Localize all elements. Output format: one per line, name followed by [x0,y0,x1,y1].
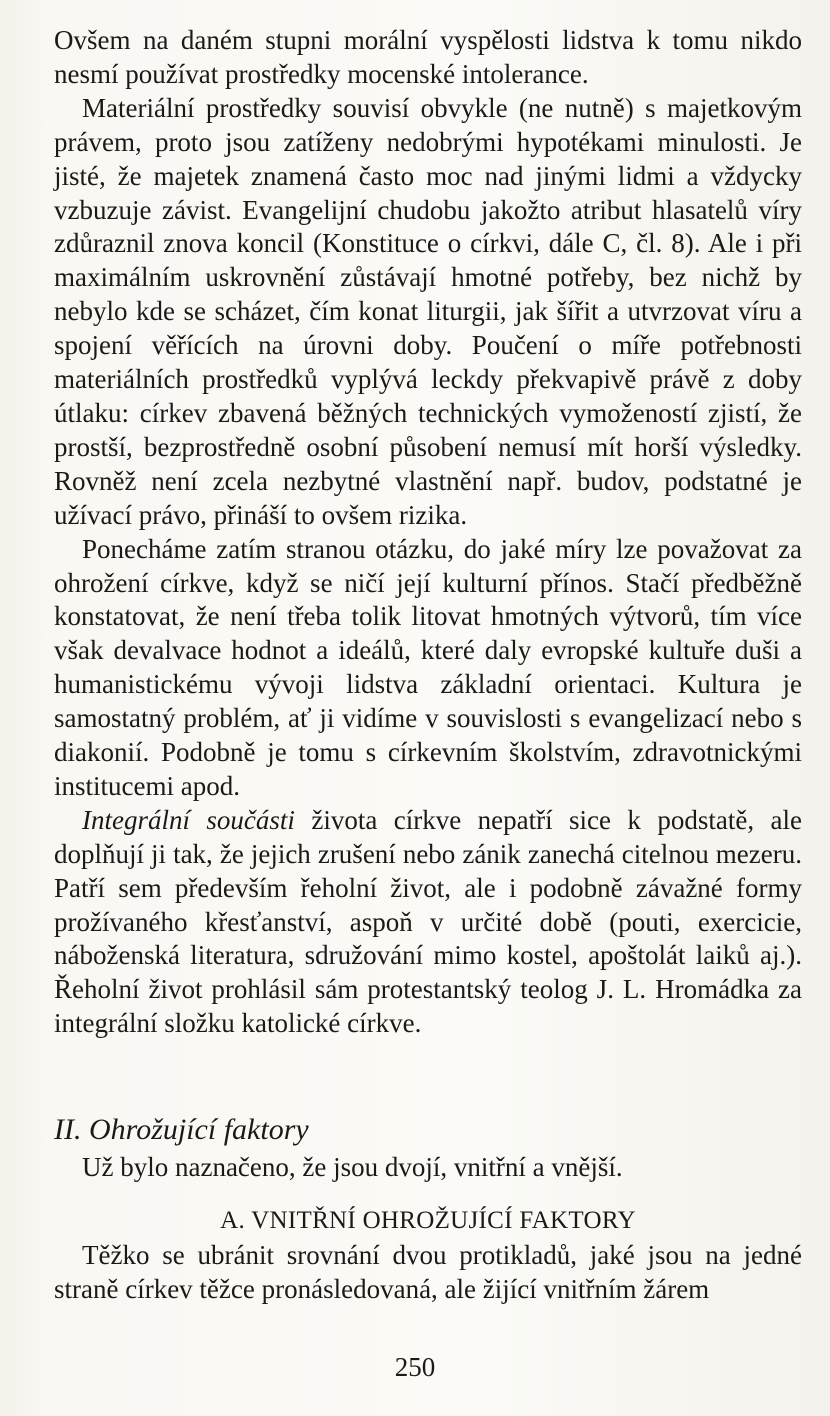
section-intro: Už bylo naznačeno, že jsou dvojí, vnitřní a vnější. [82,1152,623,1182]
paragraph-4-text: života církve nepatří sice k podstatě, ale doplňují ji tak, že jejich zrušení nebo zánik zanechá citelnou mezeru. Patří sem především řeholní život, ale i podobně závažné formy prožívaného křesťanství, aspoň v určité době (pouti, exercicie, náboženská literatura, sdružování mimo kostel, apoštolát laiků aj.). Řeholní život prohlásil sám protestantský teolog J. L. Hromádka za integrální složku katolické církve. [54,804,802,1039]
body-text [54,24,802,1041]
paragraph-1: Ovšem na daném stupni morální vyspělosti lidstva k tomu nikdo nesmí používat prostředky mocenské intolerance. [54,25,802,89]
paragraph-3: Ponecháme zatím stranou otázku, do jaké míry lze považovat za ohrožení církve, když se ničí její kulturní přínos. Stačí předběžně konstatovat, že není třeba tolik litovat hmotných výtvorů, tím více však devalvace hodnot a ideálů, které daly evropské kultuře duši a humanistickému vývoji lidstva základní orientaci. Kultura je samostatný problém, ať ji vidíme v souvislosti s evangelizací nebo s diakonií. Podobně je tomu s církevním školstvím, zdravotnickými institucemi apod. [54,533,802,801]
subsection-heading: A. VNITŘNÍ OHROŽUJÍCÍ FAKTORY [220,1207,636,1234]
paragraph-last: Těžko se ubránit srovnání dvou protikladů, jaké jsou na jedné straně církev těžce pronásledovaná, ale žijící vnitřním žárem [54,1240,802,1304]
section-heading: II. Ohrožující faktory [54,1113,309,1146]
paragraph-4-italic-term: Integrální součásti [82,804,295,835]
paragraph-4 [54,804,802,1041]
page-number: 250 [394,1352,436,1382]
paragraph-2: Materiální prostředky souvisí obvykle (ne nutně) s majetkovým právem, proto jsou zatíženy nedobrými hypotékami minulosti. Je jisté, že majetek znamená často moc nad jinými lidmi a vždycky vzbuzuje závist. Evangelijní chudobu jakožto atribut hlasatelů víry zdůraznil znova koncil (Konstituce o církvi, dále C, čl. 8). Ale i při maximálním uskrovnění zůstávají hmotné potřeby, bez nichž by nebylo kde se scházet, čím konat liturgii, jak šířit a utvrzovat víru a spojení věřících na úrovni doby. Poučení o míře potřebnosti materiálních prostředků vyplývá leckdy překvapivě právě z doby útlaku: církev zbavená běžných technických vymožeností zjistí, že prostší, bezprostředně osobní působení nemusí mít horší výsledky. Rovněž není zcela nezbytné vlastnění např. budov, podstatné je užívací právo, přináší to ovšem rizika. [54,92,802,530]
